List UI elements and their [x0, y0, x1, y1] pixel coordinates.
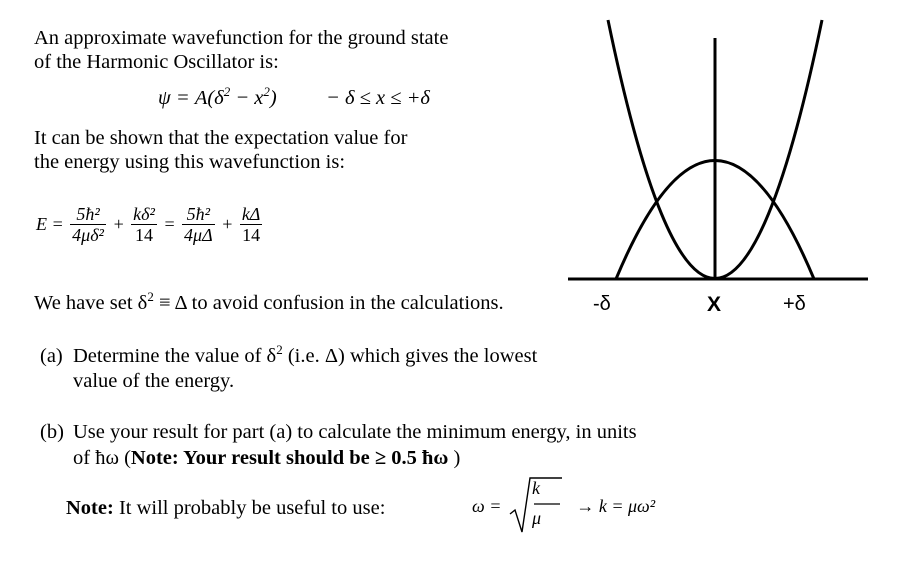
expectation-line-1: It can be shown that the expectation value for	[34, 127, 408, 149]
wavefunction-lhs: ψ = A(δ	[158, 87, 224, 109]
energy-equals: =	[163, 214, 176, 234]
energy-term-1-num: 5ħ²	[70, 204, 106, 225]
intro-line-1: An approximate wavefunction for the ground state	[34, 27, 449, 49]
part-a-exp: 2	[276, 342, 283, 358]
energy-plus-2: +	[221, 214, 234, 234]
energy-term-3-den: 4μΔ	[184, 225, 213, 245]
energy-term-2	[131, 204, 157, 245]
energy-plus-1: +	[112, 214, 125, 234]
set-note-post: ≡ Δ to avoid confusion in the calculations.	[153, 292, 504, 314]
part-b-line-2	[73, 446, 460, 470]
energy-lhs: E =	[36, 214, 64, 234]
set-note-pre: We have set δ	[34, 292, 148, 314]
omega-lhs: ω =	[472, 495, 502, 516]
sqrt-numerator: k	[532, 478, 540, 498]
omega-arrow-relation: → k = μω²	[576, 495, 656, 516]
part-a-tag: (a)	[40, 345, 63, 367]
wavefunction-domain: − δ ≤ x ≤ +δ	[326, 87, 430, 109]
oscillator-diagram	[560, 0, 924, 330]
hint-text	[66, 496, 385, 520]
wavefunction-mid: − x	[230, 87, 264, 109]
hint-note-label: Note:	[66, 497, 114, 519]
energy-term-4-num: kΔ	[241, 204, 261, 224]
energy-equation	[34, 204, 262, 245]
energy-term-3-num: 5ħ²	[182, 204, 215, 225]
wavefunction-exp-1: 2	[223, 84, 231, 100]
diagram-label-plus-delta: +δ	[783, 293, 806, 315]
part-a-line-1-post: (i.e. Δ) which gives the lowest	[282, 345, 538, 367]
part-b-line-2-pre: of ħω (	[73, 447, 131, 469]
set-note-exp: 2	[147, 289, 154, 305]
part-b-line-2-post: )	[448, 447, 461, 469]
energy-term-3	[182, 204, 215, 245]
intro-line-2: of the Harmonic Oscillator is:	[34, 51, 279, 73]
energy-term-2-den: 14	[135, 225, 153, 245]
hint-note-text: It will probably be useful to use:	[113, 497, 386, 519]
part-b-line-1: Use your result for part (a) to calculate the minimum energy, in units	[73, 421, 637, 443]
diagram-label-minus-delta: -δ	[593, 293, 611, 315]
part-b-note-bold: Note: Your result should be ≥ 0.5 ħω	[130, 447, 449, 469]
part-a-line-1-pre: Determine the value of δ	[73, 345, 277, 367]
omega-formula	[470, 476, 657, 536]
part-a-line-2: value of the energy.	[73, 370, 235, 392]
energy-term-1-den: 4μδ²	[72, 225, 104, 245]
wavefunction-exp-2: 2	[263, 84, 270, 100]
wavefunction-rhs: )	[269, 87, 277, 109]
part-b-tag: (b)	[40, 421, 64, 443]
expectation-line-2: the energy using this wavefunction is:	[34, 151, 346, 173]
wavefunction-equation	[158, 86, 277, 110]
energy-term-4-den: 14	[242, 225, 261, 245]
energy-term-4	[240, 204, 263, 245]
part-a-line-1	[73, 344, 537, 368]
sqrt-denominator: μ	[532, 508, 542, 528]
set-note	[34, 291, 504, 315]
energy-term-2-num: kδ²	[133, 204, 155, 224]
diagram-label-x: X	[707, 293, 722, 316]
energy-term-1	[70, 204, 106, 245]
